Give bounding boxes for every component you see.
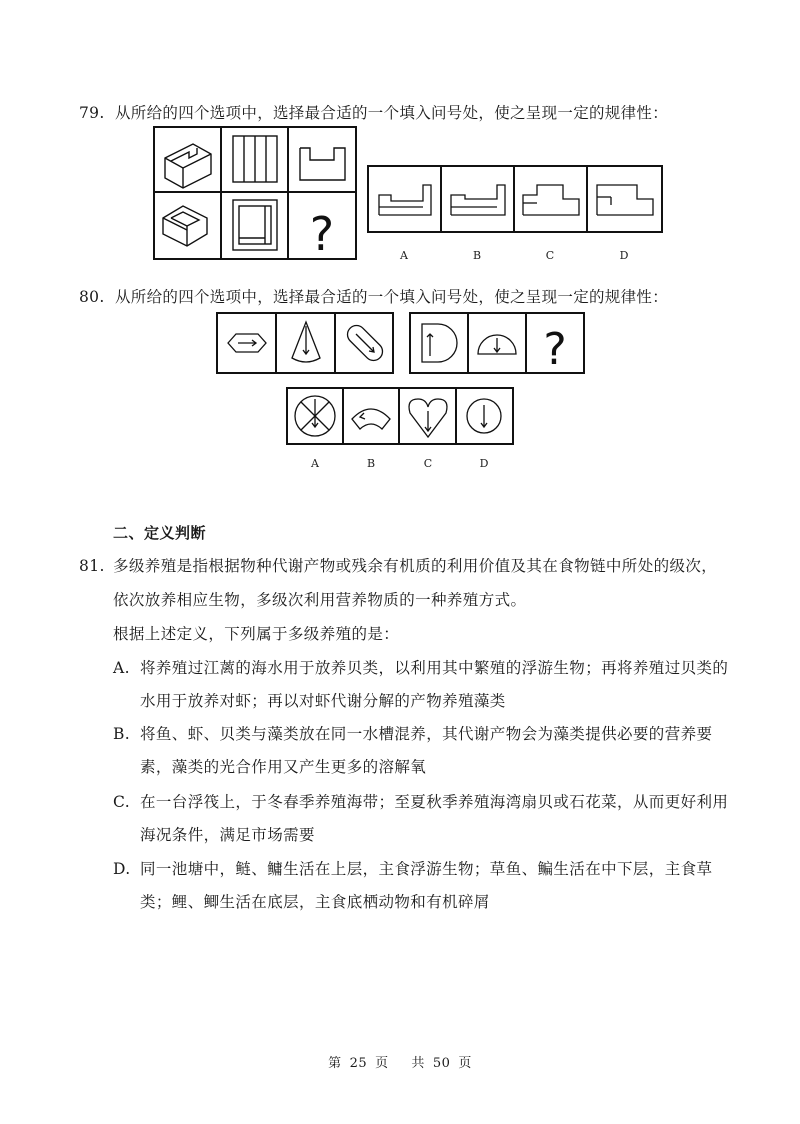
option-b-figure <box>451 185 505 215</box>
option-label-c: C <box>423 457 433 470</box>
question-79-options-figure <box>367 165 663 265</box>
option-label-b: B <box>366 457 376 470</box>
question-80-sequence-figure <box>216 312 586 376</box>
option-tag: A. <box>113 659 130 677</box>
question-number: 80. <box>79 288 105 306</box>
page-unit: 页 <box>375 1056 389 1071</box>
option-d-figure <box>597 185 653 215</box>
option-a-crossed-circle <box>295 396 335 436</box>
question-number: 81. <box>79 557 105 575</box>
option-text: 同一池塘中，鲢、鳙生活在上层，主食浮游生物；草鱼、鳊生活在中下层，主食草类；鲤、鲫生活在底层，主食底栖动物和有机碎屑 <box>140 860 713 911</box>
question-text: 从所给的四个选项中，选择最合适的一个填入问号处，使之呈现一定的规律性： <box>115 104 669 122</box>
question-80-stem <box>79 285 668 307</box>
question-80-options-figure <box>286 387 516 473</box>
question-mark: ? <box>309 207 335 260</box>
hexagon-arrow-figure <box>228 334 266 352</box>
page-prefix: 第 <box>328 1056 342 1071</box>
option-text: 在一台浮筏上，于冬春季养殖海带；至夏秋季养殖海湾扇贝或石花菜，从而更好利用海况条件，满足市场需要 <box>140 793 729 844</box>
option-c-figure <box>523 185 579 215</box>
option-label-a: A <box>400 249 408 262</box>
option-label-c: C <box>545 249 555 262</box>
option-d-circle-arrow <box>467 399 501 433</box>
option-tag: B. <box>113 725 131 743</box>
section-title: 二、定义判断 <box>113 524 207 542</box>
total-unit: 页 <box>458 1056 472 1071</box>
notched-rect-figure <box>300 148 345 180</box>
option-c-heart <box>409 399 447 437</box>
question-79-stem <box>79 101 668 123</box>
question-mark: ? <box>543 324 567 375</box>
page-footer <box>0 1052 800 1071</box>
question-81-stem-line1 <box>79 550 717 582</box>
option-label-d: D <box>619 249 629 262</box>
question-81-text-line2: 依次放养相应生物，多级次利用营养物质的一种养殖方式。 <box>113 591 527 609</box>
total-prefix: 共 <box>411 1056 425 1071</box>
option-label-a: A <box>311 457 319 470</box>
option-label-b: B <box>472 249 482 262</box>
question-81-prompt: 根据上述定义，下列属于多级养殖的是： <box>113 625 400 643</box>
option-a-figure <box>379 185 431 215</box>
semicircle-arrow-figure <box>478 335 516 354</box>
vertical-stripes-figure <box>233 136 277 182</box>
option-b[interactable] <box>113 718 733 784</box>
option-b-fan-shape <box>352 409 390 429</box>
question-text: 从所给的四个选项中，选择最合适的一个填入问号处，使之呈现一定的规律性： <box>115 288 669 306</box>
option-c[interactable] <box>113 786 733 852</box>
option-a[interactable] <box>113 652 733 718</box>
option-text: 将养殖过江蓠的海水用于放养贝类，以利用其中繁殖的浮游生物；再将养殖过贝类的水用于放养对虾；再以对虾代谢分解的产物养殖藻类 <box>140 659 729 710</box>
option-tag: D. <box>113 860 131 878</box>
question-number: 79. <box>79 104 105 122</box>
question-81-text-line1: 多级养殖是指根据物种代谢产物或残余有机质的利用价值及其在食物链中所处的级次， <box>113 557 718 575</box>
question-79-grid-figure <box>153 126 357 260</box>
d-shape-arrow-figure <box>422 324 457 362</box>
option-tag: C. <box>113 793 131 811</box>
total-number: 50 <box>432 1056 451 1071</box>
cube-notch-figure <box>165 144 211 188</box>
capsule-arrow-figure <box>344 322 386 364</box>
square-frame-figure <box>233 200 277 250</box>
option-label-d: D <box>479 457 489 470</box>
page-number: 25 <box>349 1056 368 1071</box>
option-text: 将鱼、虾、贝类与藻类放在同一水槽混养，其代谢产物会为藻类提供必要的营养要素，藻类的光合作用又产生更多的溶解氧 <box>140 725 713 776</box>
sector-arrow-figure <box>292 322 320 362</box>
option-d[interactable] <box>113 853 733 919</box>
hollow-cube-figure <box>163 206 207 246</box>
